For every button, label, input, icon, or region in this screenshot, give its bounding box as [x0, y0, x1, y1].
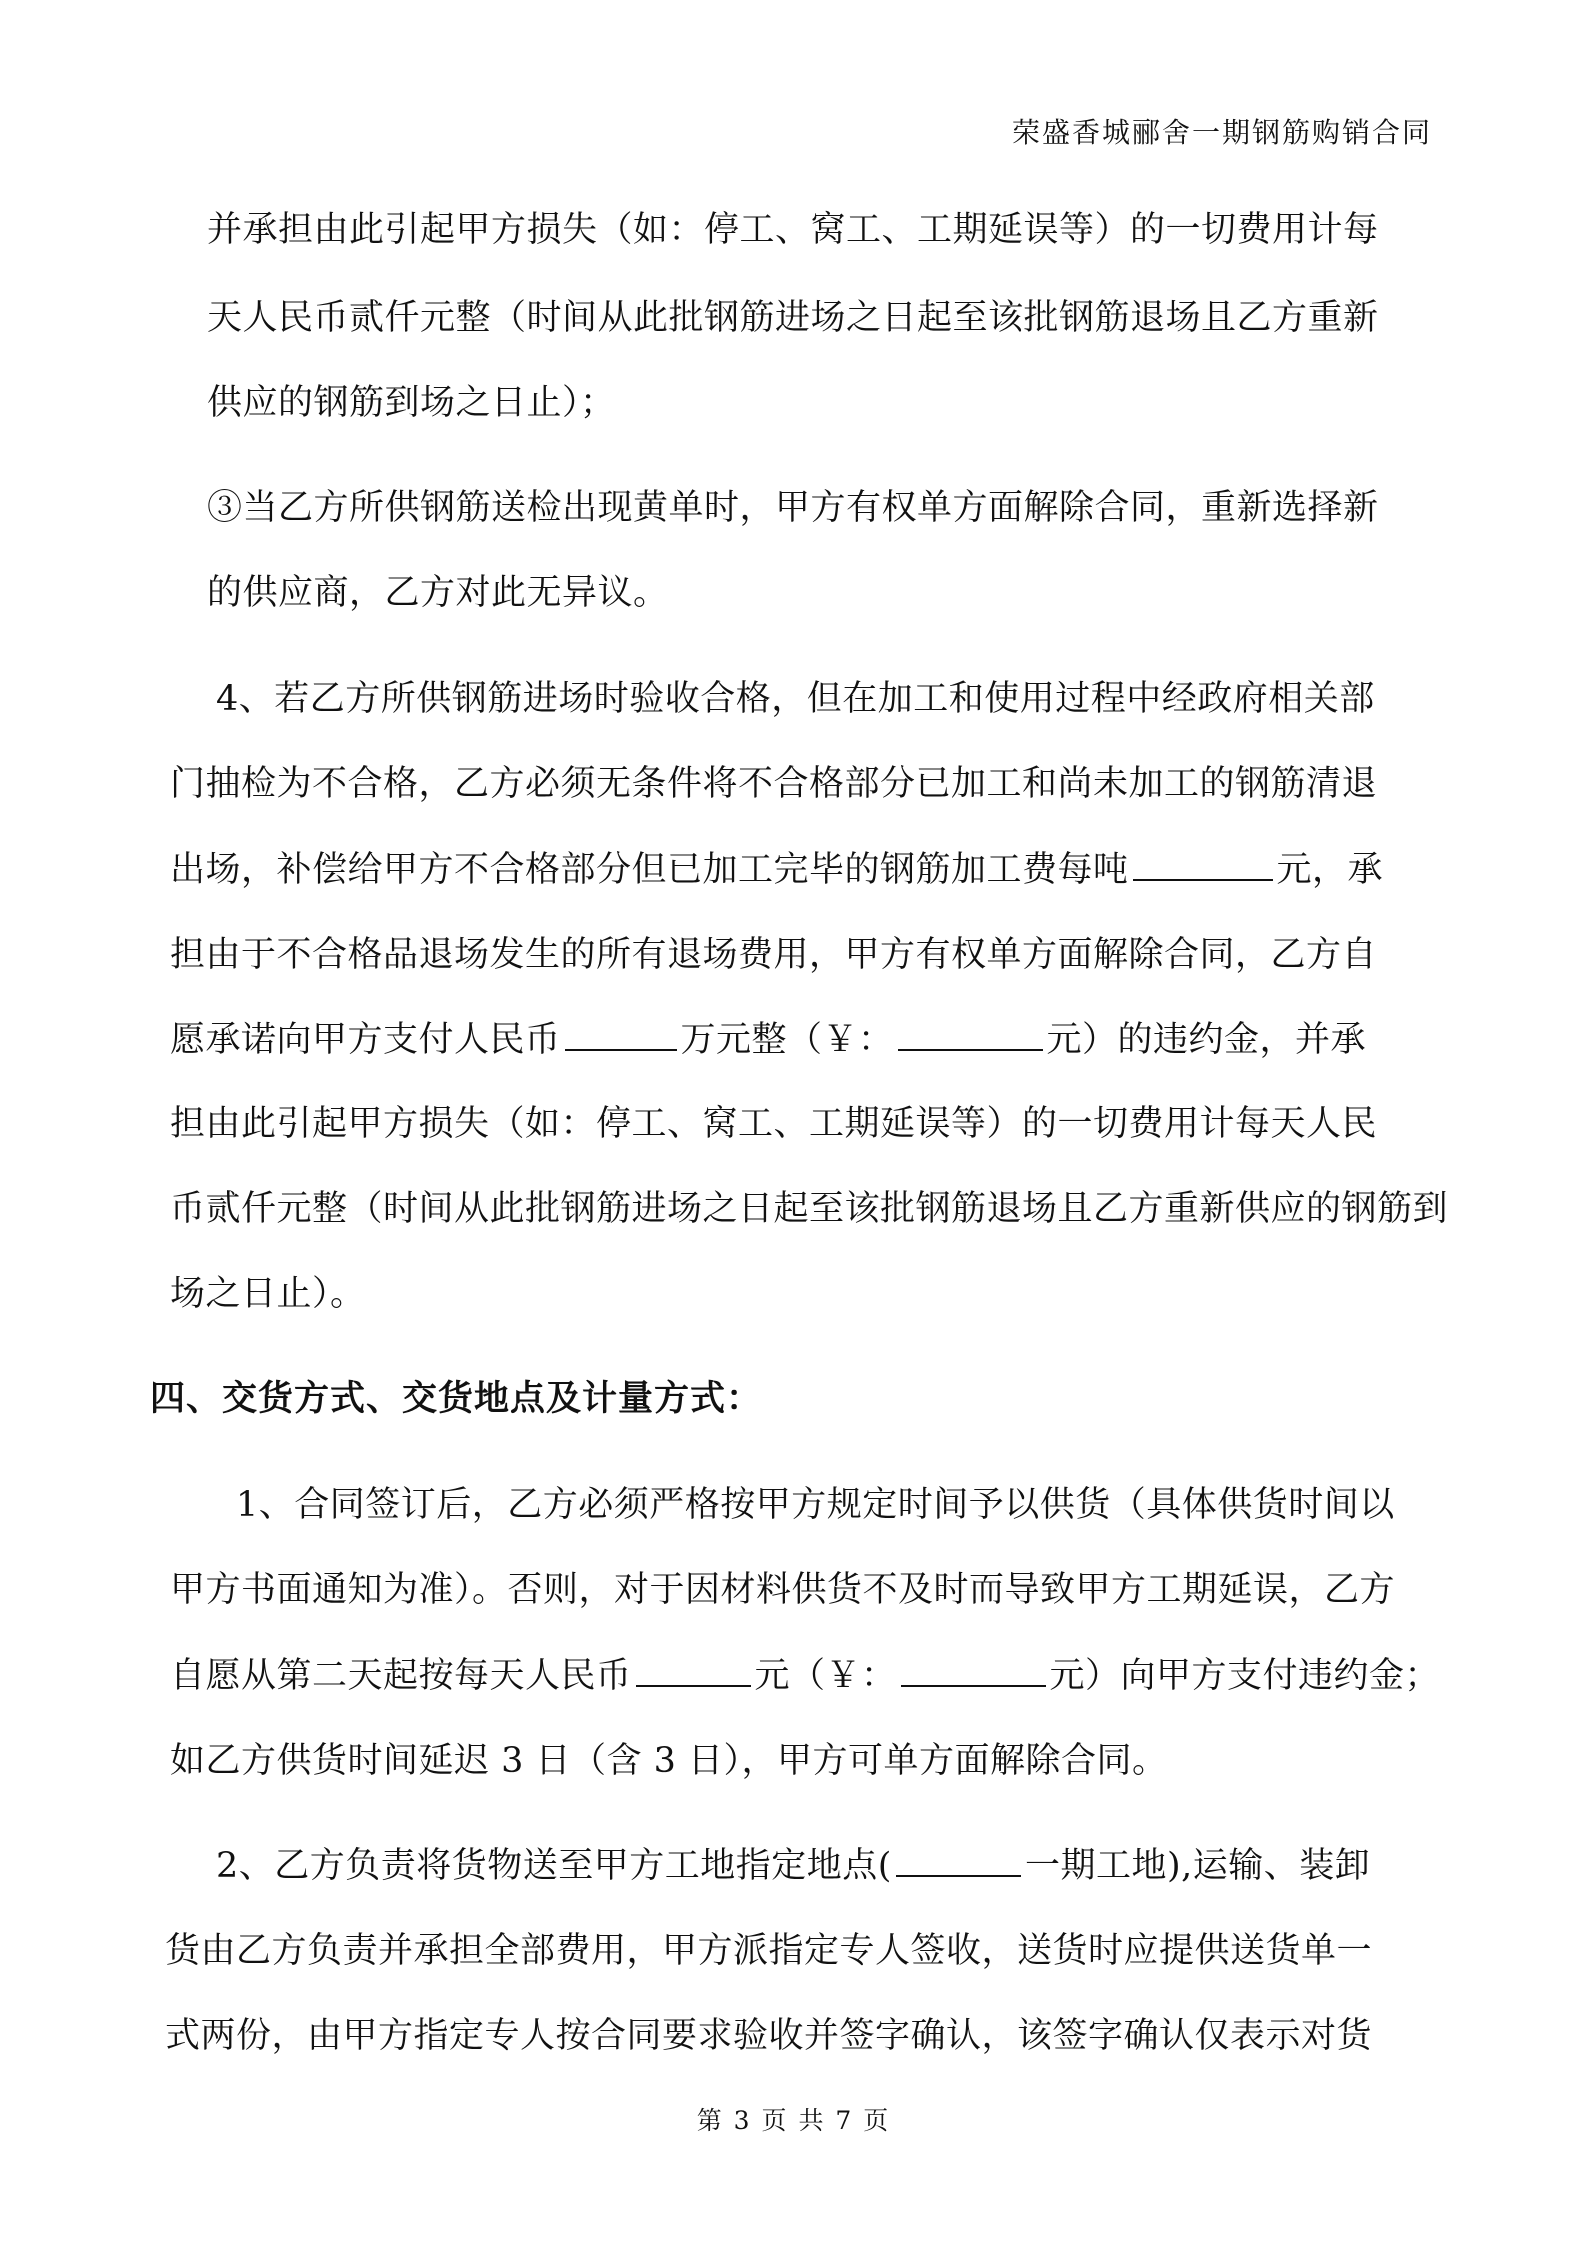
text-line: 门抽检为不合格，乙方必须无条件将不合格部分已加工和尚未加工的钢筋清退 [170, 764, 1378, 804]
blank-field [1133, 849, 1273, 881]
text-line: 的供应商，乙方对此无异议。 [207, 573, 669, 613]
text-line: 1、合同签订后，乙方必须严格按甲方规定时间予以供货（具体供货时间以 [236, 1485, 1395, 1525]
text-line: 如乙方供货时间延迟 3 日（含 3 日），甲方可单方面解除合同。 [170, 1741, 1168, 1781]
text-line: 担由于不合格品退场发生的所有退场费用，甲方有权单方面解除合同，乙方自 [170, 935, 1378, 975]
text-segment: 2、乙方负责将货物送至甲方工地指定地点( [216, 1846, 892, 1886]
text-line [170, 1654, 1440, 1698]
text-segment: 元，承 [1276, 850, 1384, 890]
text-segment: 元（￥： [754, 1656, 897, 1696]
text-line: 币贰仟元整（时间从此批钢筋进场之日起至该批钢筋退场且乙方重新供应的钢筋到 [170, 1189, 1449, 1229]
text-segment: 自愿从第二天起按每天人民币 [170, 1656, 632, 1696]
text-segment: 一期工地),运输、装卸 [1024, 1846, 1371, 1886]
page-number: 第 3 页 共 7 页 [696, 2106, 891, 2135]
text-line: 天人民币贰仟元整（时间从此批钢筋进场之日起至该批钢筋退场且乙方重新 [207, 298, 1379, 338]
text-line: 4、若乙方所供钢筋进场时验收合格，但在加工和使用过程中经政府相关部 [216, 679, 1375, 719]
running-header: 荣盛香城郦舍一期钢筋购销合同 [1011, 116, 1432, 149]
text-line: 供应的钢筋到场之日止）； [207, 383, 616, 423]
text-line: 场之日止）。 [170, 1274, 366, 1314]
text-segment: 元）向甲方支付违约金； [1049, 1656, 1441, 1696]
text-segment: 出场，补偿给甲方不合格部分但已加工完毕的钢筋加工费每吨 [170, 850, 1129, 890]
text-line: ③当乙方所供钢筋送检出现黄单时，甲方有权单方面解除合同，重新选择新 [207, 488, 1379, 528]
text-line: 货由乙方负责并承担全部费用，甲方派指定专人签收，送货时应提供送货单一 [165, 1931, 1373, 1971]
text-line: 并承担由此引起甲方损失（如：停工、窝工、工期延误等）的一切费用计每 [207, 210, 1379, 250]
blank-field [565, 1019, 677, 1051]
text-line [216, 1844, 1370, 1888]
text-segment: 愿承诺向甲方支付人民币 [170, 1020, 561, 1060]
text-line [170, 848, 1383, 892]
blank-field [898, 1019, 1043, 1051]
text-line [170, 1018, 1366, 1062]
section-heading: 四、交货方式、交货地点及计量方式： [150, 1378, 763, 1419]
blank-field [636, 1655, 751, 1687]
text-line: 担由此引起甲方损失（如：停工、窝工、工期延误等）的一切费用计每天人民 [170, 1104, 1378, 1144]
text-segment: 元）的违约金，并承 [1046, 1020, 1367, 1060]
text-line: 甲方书面通知为准）。否则，对于因材料供货不及时而导致甲方工期延误，乙方 [170, 1570, 1396, 1610]
text-segment: 万元整（￥： [680, 1020, 894, 1060]
text-line: 式两份，由甲方指定专人按合同要求验收并签字确认，该签字确认仅表示对货 [165, 2016, 1373, 2056]
blank-field [896, 1845, 1021, 1877]
blank-field [901, 1655, 1046, 1687]
